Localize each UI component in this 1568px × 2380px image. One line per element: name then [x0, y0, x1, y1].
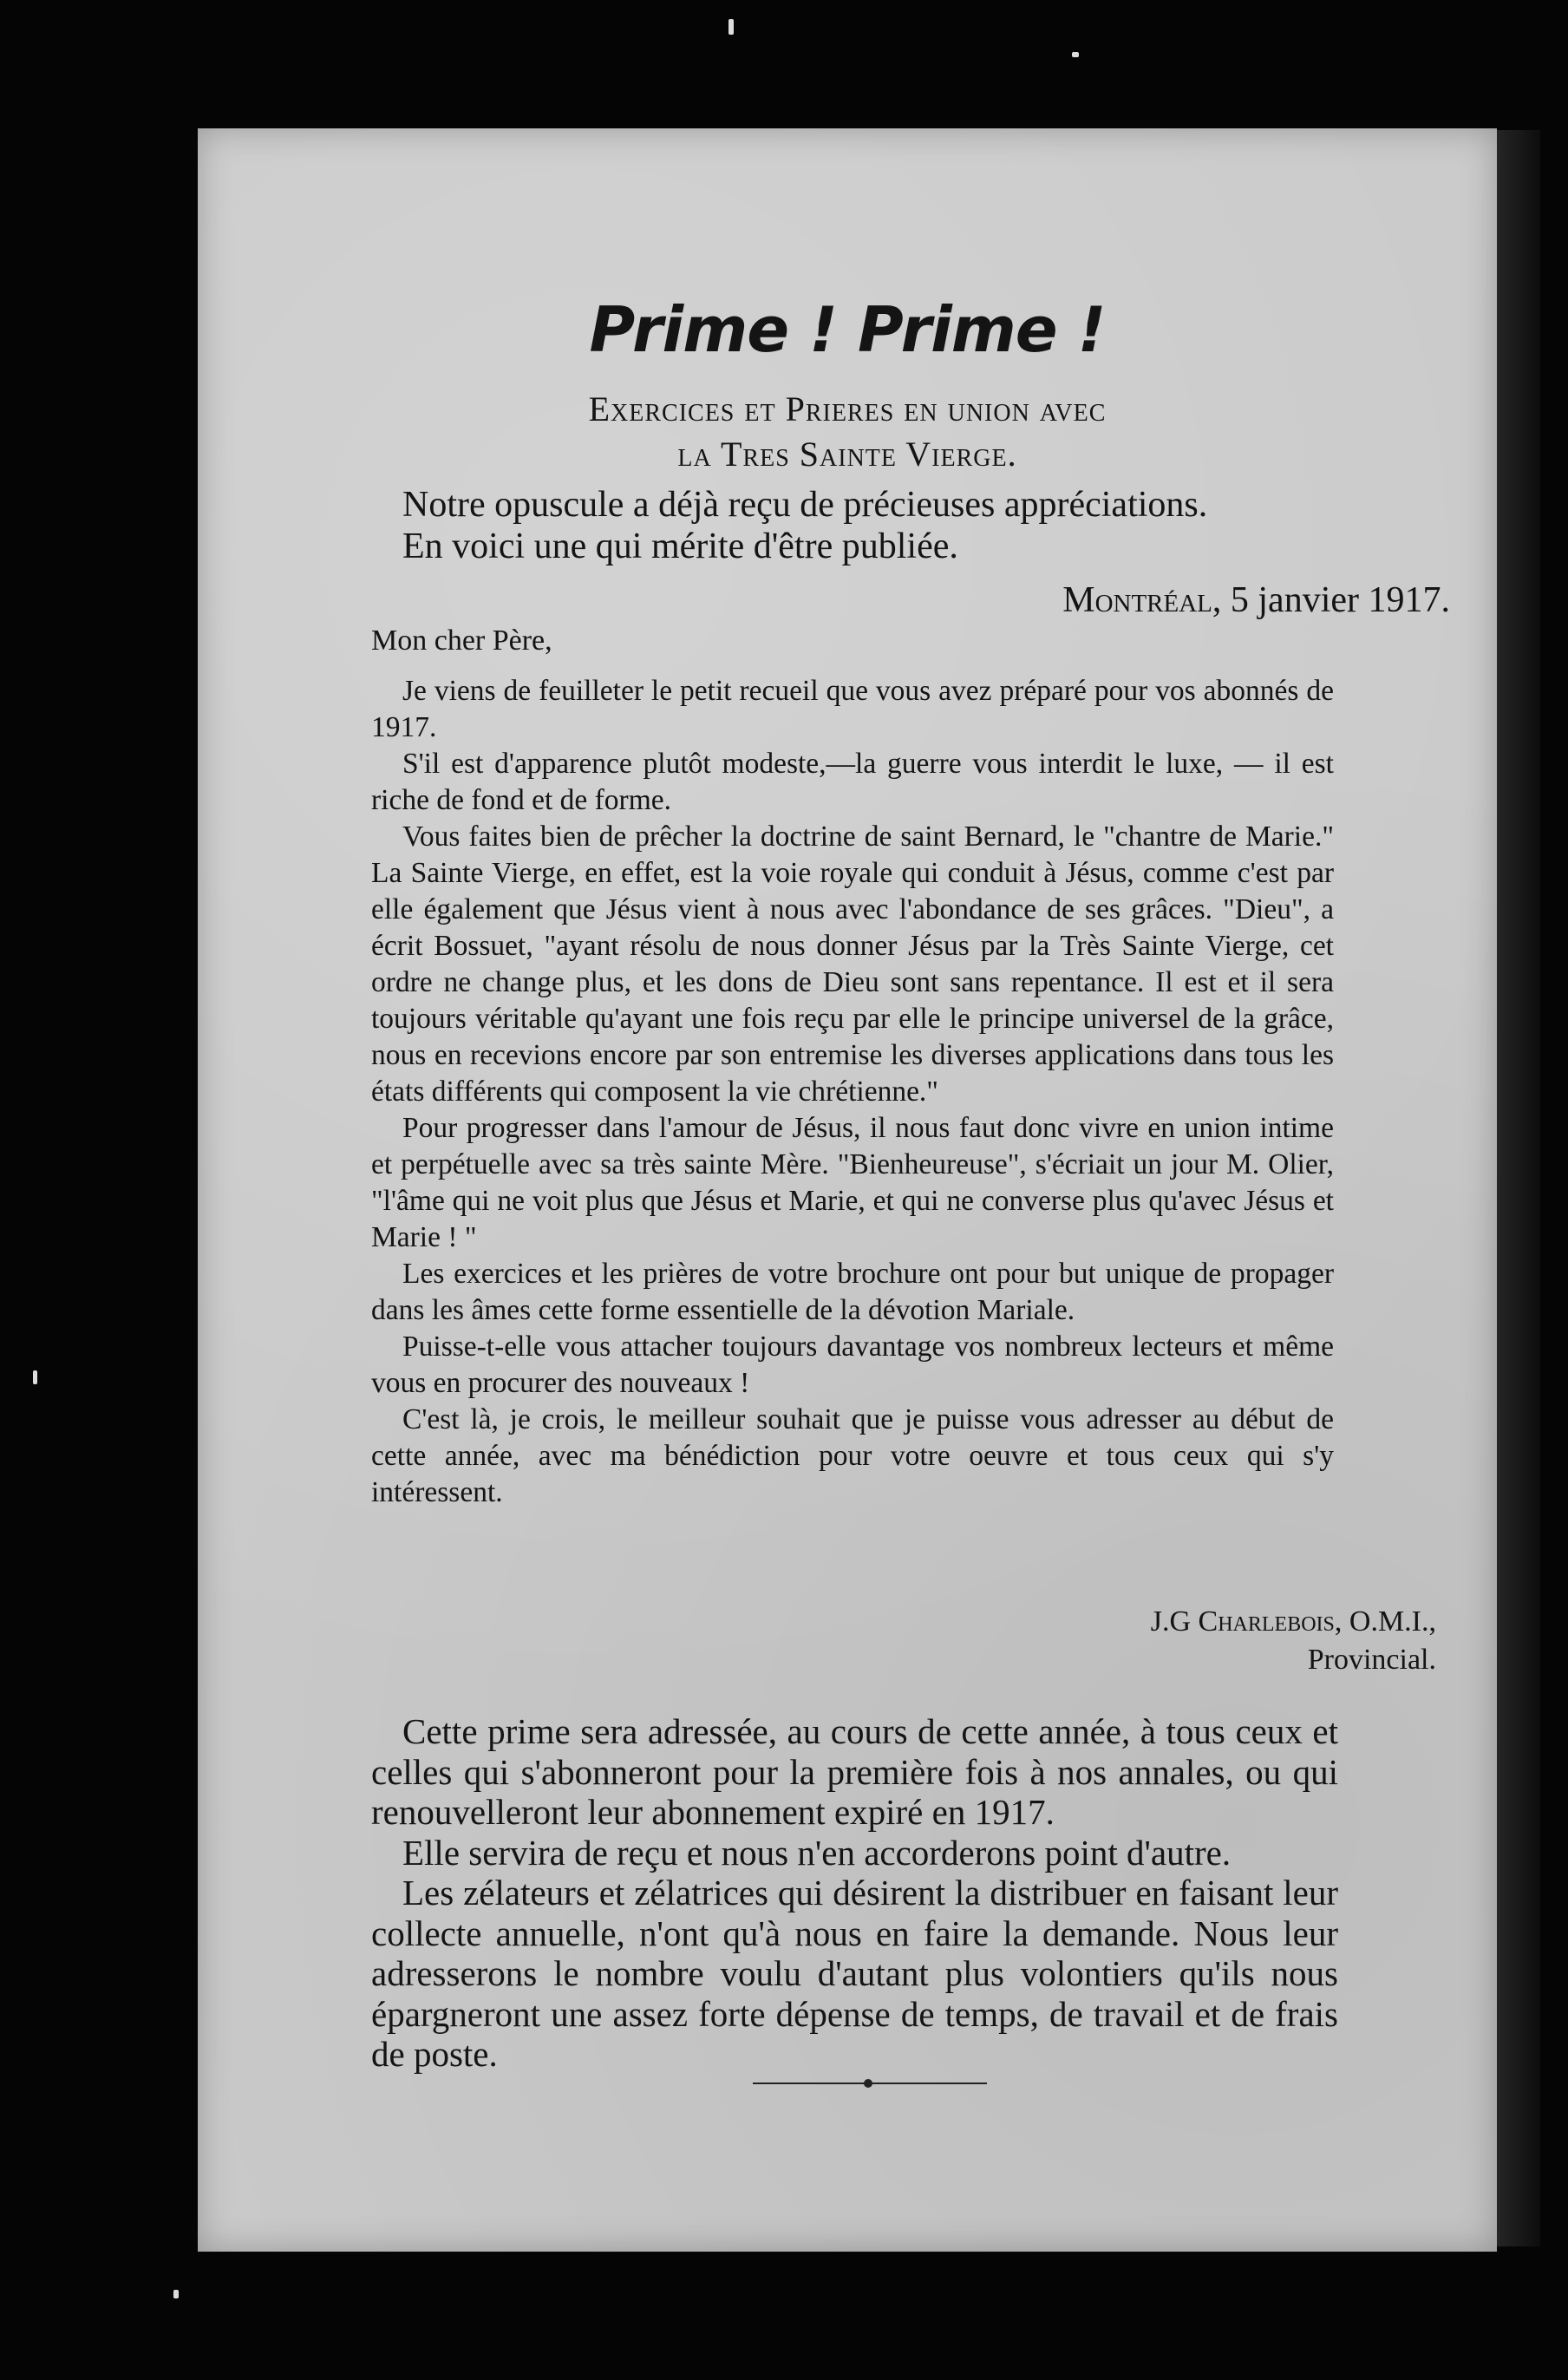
dust-speck [1072, 52, 1079, 57]
subtitle-line-2: la Tres Sainte Vierge. [677, 435, 1017, 474]
closing-paragraph: Elle servira de reçu et nous n'en accorderons point d'autre. [402, 1832, 1232, 1873]
letter-paragraph: Vous faites bien de prêcher la doctrine de saint Bernard, le "chantre de Marie." La Sainte Vierge, en effet, est la voie royale qui conduit à Jésus, comme c'est par elle également que Jésus vient à nous avec l'abondance de ses grâces. "Dieu", a écrit Bossuet, "ayant résolu de nous donner Jésus par la Très Sainte Vierge, cet ordre ne change plus, et les dons de Dieu sont sans repentance. Il est et il sera toujours véritable qu'ayant une fois reçu par elle le principe universel de la grâce, nous en recevions encore par son entremise les diverses applications dans tous les états différents qui composent la vie chrétienne." [371, 821, 1334, 1108]
closing-paragraph: Les zélateurs et zélatrices qui désirent la distribuer en faisant leur collecte annuelle, n'ont qu'à nous en faire la demande. Nous leur adresserons le nombre voulu d'autant plus volontiers qu'ils nous épargneront une assez forte dépense de temps, de travail et de frais de poste. [371, 1873, 1338, 2074]
page-title: Prime ! Prime ! [589, 293, 1106, 366]
letter-body [371, 668, 1334, 1511]
letter-dateline [1062, 579, 1450, 621]
intro-line-2: En voici une qui mérite d'être publiée. [402, 526, 958, 566]
dust-speck [33, 1370, 37, 1384]
letter-place: Montréal, [1062, 580, 1222, 620]
closing-paragraph: Cette prime sera adressée, au cours de cette année, à tous ceux et celles qui s'abonneront pour la première fois à nos annales, ou qui renouvelleront leur abonnement expiré en 1917. [371, 1711, 1338, 1832]
letter-paragraph: S'il est d'apparence plutôt modeste,—la guerre vous interdit le luxe, — il est riche de fond et de forme. [371, 748, 1334, 816]
letter-paragraph: Pour progresser dans l'amour de Jésus, il nous faut donc vivre en union intime et perpétuelle avec sa très sainte Mère. "Bienheureuse", s'écriait un jour M. Olier, "l'âme qui ne voit plus que Jésus et Marie, et qui ne converse plus qu'avec Jésus et Marie ! " [371, 1112, 1334, 1253]
letter-paragraph: Les exercices et les prières de votre brochure ont pour but unique de propager dans les âmes cette forme essentielle de la dévotion Mariale. [371, 1258, 1334, 1326]
letter-paragraph: Puisse-t-elle vous attacher toujours davantage vos nombreux lecteurs et même vous en procurer des nouveaux ! [371, 1331, 1334, 1399]
ornament-dot [864, 2079, 872, 2088]
dust-speck [728, 19, 734, 35]
subtitle-line-1: Exercices et Prieres en union avec [588, 389, 1107, 428]
letter-date: 5 janvier 1917. [1230, 580, 1450, 620]
document-page [198, 128, 1497, 2252]
dust-speck [173, 2290, 179, 2298]
intro-text [402, 484, 1322, 567]
end-ornament [753, 2078, 987, 2089]
letter-signature [1151, 1603, 1436, 1679]
letter-salutation: Mon cher Père, [371, 624, 552, 657]
intro-line-1: Notre opuscule a déjà reçu de précieuses appréciations. [402, 485, 1208, 525]
signature-name: J.G Charlebois, O.M.I., [1150, 1605, 1436, 1638]
closing-notice [371, 1711, 1338, 2075]
letter-paragraph: Je viens de feuilleter le petit recueil que vous avez préparé pour vos abonnés de 1917. [371, 675, 1334, 743]
signature-role: Provincial. [1307, 1644, 1436, 1676]
letter-paragraph: C'est là, je crois, le meilleur souhait que je puisse vous adresser au début de cette année, avec ma bénédiction pour votre oeuvre et tous ceux qui s'y intéressent. [371, 1403, 1334, 1508]
